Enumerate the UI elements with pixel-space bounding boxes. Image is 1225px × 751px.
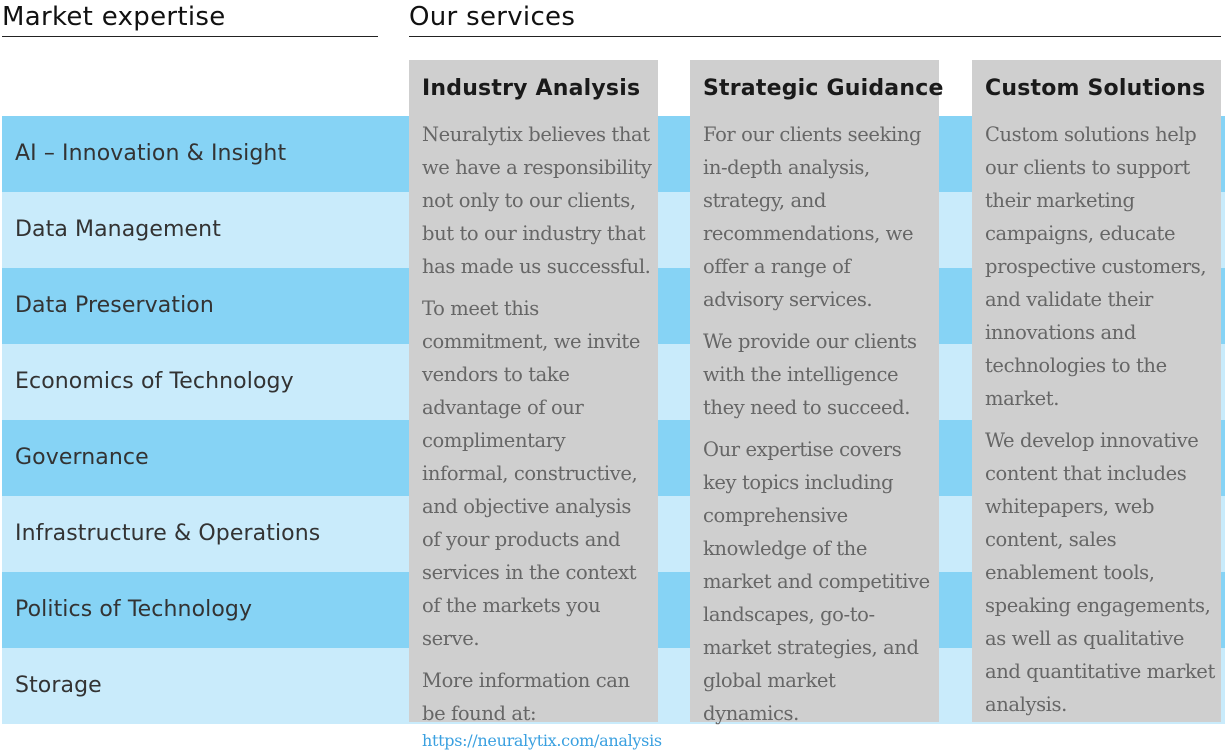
service-paragraph: More information can be found at: [422,669,630,725]
service-card-custom-solutions [972,60,1221,722]
expertise-item-data-preservation[interactable]: Data Preservation [15,293,214,318]
expertise-item-data-management[interactable]: Data Management [15,217,221,242]
expertise-item-ai[interactable]: AI – Innovation & Insight [15,141,287,166]
service-title: Industry Analysis [422,76,641,101]
service-paragraph: To meet this commitment, we invite vendors to take advantage of our complimentary informal, constructive, and objective analysis of your products and services in the context of the markets you serve. [422,297,640,650]
expertise-item-politics[interactable]: Politics of Technology [15,597,253,622]
expertise-item-economics[interactable]: Economics of Technology [15,369,294,394]
service-paragraph: We develop innovative content that includes whitepapers, web content, sales enablement tools, speaking engagements, as well as qualitative and quantitative market analysis. [985,429,1215,716]
market-expertise-list [15,116,320,724]
service-paragraph: Our expertise covers key topics including comprehensive knowledge of the market and competitive landscapes, go-to-market strategies, and global market dynamics. [703,438,930,725]
analysis-link[interactable]: https://neuralytix.com/analysis [422,731,662,750]
expertise-item-infrastructure[interactable]: Infrastructure & Operations [15,521,321,546]
service-paragraph: Custom solutions help our clients to support their marketing campaigns, educate prospective customers, and validate their innovations and technologies to the market. [985,123,1207,410]
service-card-strategic-guidance [690,60,944,725]
service-title: Strategic Guidance [703,76,944,101]
service-card-industry-analysis [409,60,662,750]
service-title: Custom Solutions [985,76,1206,101]
service-paragraph: Neuralytix believes that we have a responsibility not only to our clients, but to our industry that has made us successful. [422,123,652,278]
expertise-item-storage[interactable]: Storage [15,673,102,698]
service-paragraph: For our clients seeking in-depth analysis, strategy, and recommendations, we offer a range of advisory services. [703,123,922,311]
our-services-heading: Our services [409,2,1221,37]
service-paragraph: We provide our clients with the intelligence they need to succeed. [703,330,917,419]
market-expertise-heading: Market expertise [2,2,378,37]
expertise-item-governance[interactable]: Governance [15,445,149,470]
